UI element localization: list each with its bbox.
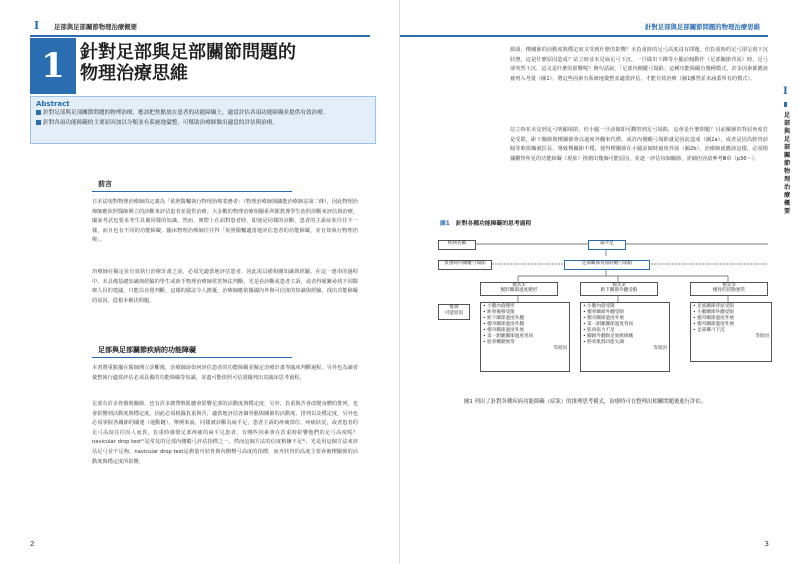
cause-list-item: • 小腿內旋受限 [583,304,615,309]
part-title: 足部與足部關節物理治療概要 [54,23,138,31]
figure-note: 圖1 列出了針對各種疾病功能障礙（症狀）的推理思考模式，治療時可在整理出相關問題後進行評估。 [464,399,707,405]
bullet-square-icon [36,120,41,125]
right-running-header [400,18,768,37]
cause-list-more: 等原因 [755,334,769,339]
chapter-title-line1: 針對足部與足部關節問題的 [80,42,296,63]
cause-list-item: • 楔舟關節過度外展 [483,328,524,333]
cause-list-item: • 腳跟外翻與足底軟組織 [583,334,634,339]
left-page [0,0,399,564]
diagram-disorder-box: 負重時內側縱弓塌陷 [438,260,492,270]
diagram-cause-list-2 [580,302,670,372]
intro-paragraph-1: 日本法規對物理治療師的定義為「依照醫囑執行物理治療業務者」（物理治療師與職能治療師法第二條），因此物理治療師應依照醫師開立的診斷來評估患者並提供治療。大多數的物理治療相關系所都教導學生依照診斷來評估與治療，國家考試也要求考生具備同樣的知識。然而，實際上在面對患者時，即使是同樣的診斷，患者的主訴症狀往往不一樣，而且也有不同的功能障礙。臨床物理治療師往往得「依照醫囑適當地評估患者的功能障礙，並有效執行物理治療」。 [92,199,358,244]
cause-list-item: • 楔舟關節過度外展 [583,316,624,321]
tab-vertical-text: 足部與足部關節物理治療概要 [784,112,791,215]
chapter-number: 1 [30,38,76,94]
right-page [400,0,799,564]
abstract-item: 針對足部與足部關節問題的物理治療，應該把焦點放在患者的功能障礙上，適當評估各項功能障礙並提供有效治療。 [36,109,370,118]
cause-list-item: • 楔骨關節外翻受限 [583,310,624,315]
cause-list [693,304,769,334]
cause-list-item: • 足部橫弓下沉 [693,328,725,333]
figure-label: 圖1 [440,221,450,227]
page-number: 2 [30,540,35,548]
cause-list-item: • 小腿關節外翻受限 [693,310,734,315]
page-number: 3 [764,540,769,548]
cause-list-item: • 小腿內旋變形 [483,304,515,309]
diagram-cause-list-1 [480,302,570,372]
diagram-cause-list-3 [690,302,772,362]
dysfunction-paragraph-2: 足部有許多骨骼與關節，也有許多韌帶與肌腱會影響足部的活動度與穩定度，另外，負重與否會改變身體的排列，也會影響到活動度與穩定度，因此必須根據負重與否，適當地評估各個骨骼與關節的活動度、排列以及穩定度，另外也必須掌握各關節的關連（運動鏈），舉例來說，同樣被診斷為扁平足，患者主訴的疼痛部位、疼痛狀況，或者患者的足弓高度往往因人而異，負重時感覺足部疼痛的扁平足患者，有哪些因素會在負重時影響他們的足弓高度呢？navicular drop test¹⁾是常見的足部內側縱弓評估指標之一，然而這個方法的信度稍嫌不足²⁾，光是用這個方法來評估足弓並不足夠。navicular drop test是測量舟狀骨與內側楔弓高度的指標，而舟狀骨的高度主要會被楔關節的活動度與穩定度所影響。 [92,401,358,465]
side-tab [779,84,799,234]
abstract-item: 針對各項功能障礙的主要原因加以分類並有系統地彙整，可幫助治療師做出適當的評估與治療。 [36,119,370,128]
part-roman-numeral: I [34,19,40,32]
cause-list-item: • 距骨後移受限 [483,310,515,315]
chapter-title-line2: 物理治療思維 [80,63,188,84]
section-heading-dysfunction: 足部與足部關節疾病的功能障礙 [92,342,292,358]
cause-list-item: • 楔舟關節過度外翻 [483,322,524,327]
section-heading-intro: 前言 [92,176,292,192]
cause-list-item: • 楔舟關節過度外展 [693,322,734,327]
figure-caption [440,218,531,227]
cause-list [483,304,567,346]
body-paragraph-2: 站立時並未見到足弓明顯塌陷，但小腿一旦前傾即可觀察到足弓塌陷，這會是什麼問題？目前關節的背屈角度若是受限，距下關節與楔關節會以過度外翻來代償，或許內側縱弓塌陷就是因此造成（圖2a），或者是因為脛骨前傾等軟組織被拉長，導致楔關節不穩，使得楔關節在小腿前傾時過度外展（圖2b），治療師就應該這樣，必須根據觀察所見的功能障礙（現象）推測出幾個可能原因，並逐一評估每個關節，詳細內容請參考Ⅲ章（p36～）。 [510,127,768,162]
intro-paragraph-2: 治療師在擬定並有效執行治療計畫之前，必須先適當地評估患者，因此需具備相關知識與經驗。在這一連串的過程中，未具備基礎知識與經驗的學生或新手物理治療師常常無法判斷，光是看診斷或患者主訴，或者得頻繁尋找不同醫療人員的建議，只能以直覺判斷。這樣的做法令人擔憂，治療師應依據國內外與可信度的知識與經驗，找出功能障礙的原因，從根本解決問題。 [92,269,358,304]
diagram-observation-box: 足部關節背屈時縱弓塌陷 [564,260,650,270]
reasoning-diagram [438,232,774,387]
cause-list-more: 等原因 [553,346,567,351]
chapter-title [80,42,296,84]
cause-list-item: • 足底關節背屈受限 [693,304,734,309]
tab-roman-numeral: I [783,86,788,97]
cause-list-item: • 第一跗蹠關節過度背屈 [483,334,534,339]
cause-list-item: • 肌肉張力不足 [583,328,615,333]
chapter-running-title: 針對足部與足部關節問題的物理治療思維 [644,23,760,31]
body-paragraph-1: 源頭，楔關節的活動度與穩定度又受到什麼的影響？未負重時的足弓高度沒有問題，但負重時的足弓卻呈現下沉狀態，這是什麼原因造成？站立時並未見扁足弓下沉，一旦做出下蹲等小腿前傾動作（足部關節背屈）時，足弓卻突然下沉，這又是什麼的影響呢？換句話說，「足部內側縱弓塌陷」這種功能障礙有幾種模式，許多因素都應該被列入考量（圖1），將這些因素有系統地彙整並適當評估，才能有效治療（圖1雖然並未涵蓋所有的模式）。 [510,47,768,82]
dysfunction-paragraph-1: 本書將重點擺在醫師開立診斷後，治療師該如何評估患者的功能障礙並擬定治療計畫等臨床判斷過程。另外也為讀者彙整執行適當評估必須具備的功能障礙等知識，並盡可能依照可信證據列出其臨床思考過程。 [92,365,358,381]
cause-list-item: • 股骨轉動異常 [483,340,515,345]
diagram-flatfoot-box: 扁平足 [588,240,626,250]
cause-list-item: • 距下關節過度外翻 [483,316,524,321]
diagram-pattern-3: 模式③ 楔骨的活動異常 [690,282,768,296]
cause-list-item: • 脛骨肌群功能失調 [583,340,624,345]
cause-list-item: • 楔舟關節過度外展 [693,316,734,321]
diagram-pattern-2: 模式② 距下關節外翻受限 [580,282,658,296]
cause-list-more: 等原因 [653,346,667,351]
bullet-square-icon [36,110,41,115]
diagram-patient-name-box: 疾病名稱 [438,240,476,250]
abstract-box [30,96,376,144]
diagram-possible-causes-label: 推測 可能原因 [438,304,470,320]
left-running-header [30,18,370,37]
cause-list-item: • 第一跗蹠關節過度背屈 [583,322,634,327]
diagram-pattern-1: 模式① 楔狀關節過度變形 [480,282,558,296]
figure-title: 針對各種功能障礙的思考過程 [455,221,532,227]
abstract-heading: Abstract [36,100,70,108]
tab-marker [784,102,787,107]
cause-list [583,304,667,346]
